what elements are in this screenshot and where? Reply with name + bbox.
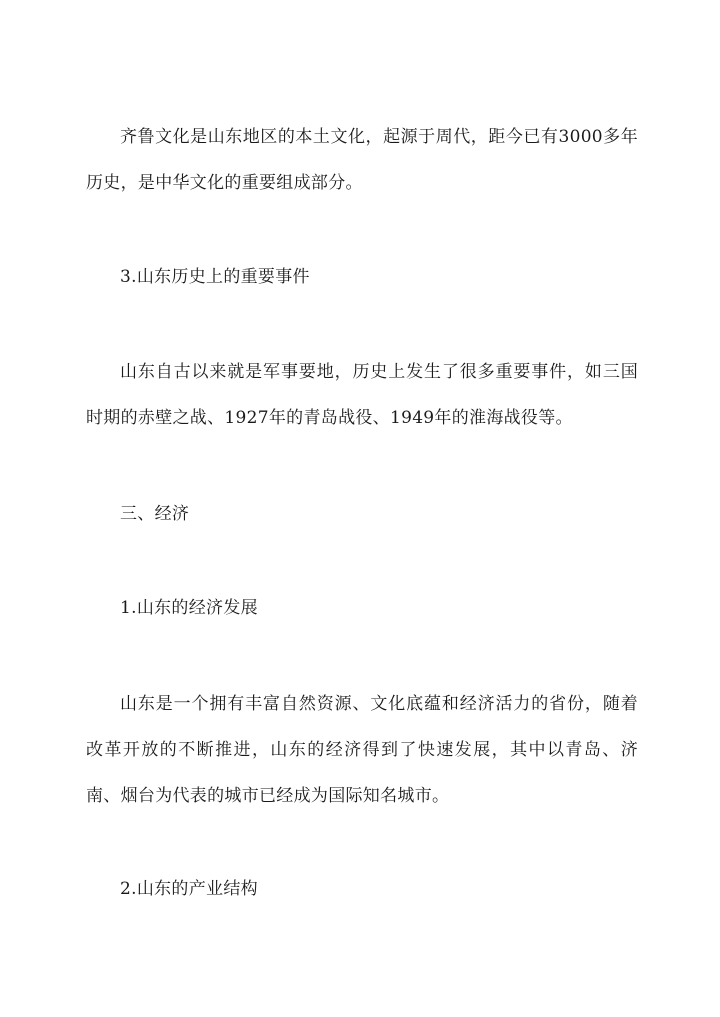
paragraph-economic-development: 山东是一个拥有丰富自然资源、文化底蕴和经济活力的省份，随着改革开放的不断推进，山东的经济得到了快速发展，其中以青岛、济南、烟台为代表的城市已经成为国际知名城市。 — [86, 694, 638, 806]
heading-important-events: 3.山东历史上的重要事件 — [120, 267, 310, 287]
heading-industrial-structure: 2.山东的产业结构 — [120, 879, 258, 899]
paragraph-qilu-culture: 齐鲁文化是山东地区的本土文化，起源于周代，距今已有3000多年历史，是中华文化的重要组成部分。 — [86, 127, 638, 193]
heading-economy: 三、经济 — [120, 504, 190, 524]
heading-economic-development: 1.山东的经济发展 — [120, 598, 258, 618]
paragraph-military-history: 山东自古以来就是军事要地，历史上发生了很多重要事件，如三国时期的赤壁之战、1927年的青岛战役、1949年的淮海战役等。 — [86, 362, 638, 428]
